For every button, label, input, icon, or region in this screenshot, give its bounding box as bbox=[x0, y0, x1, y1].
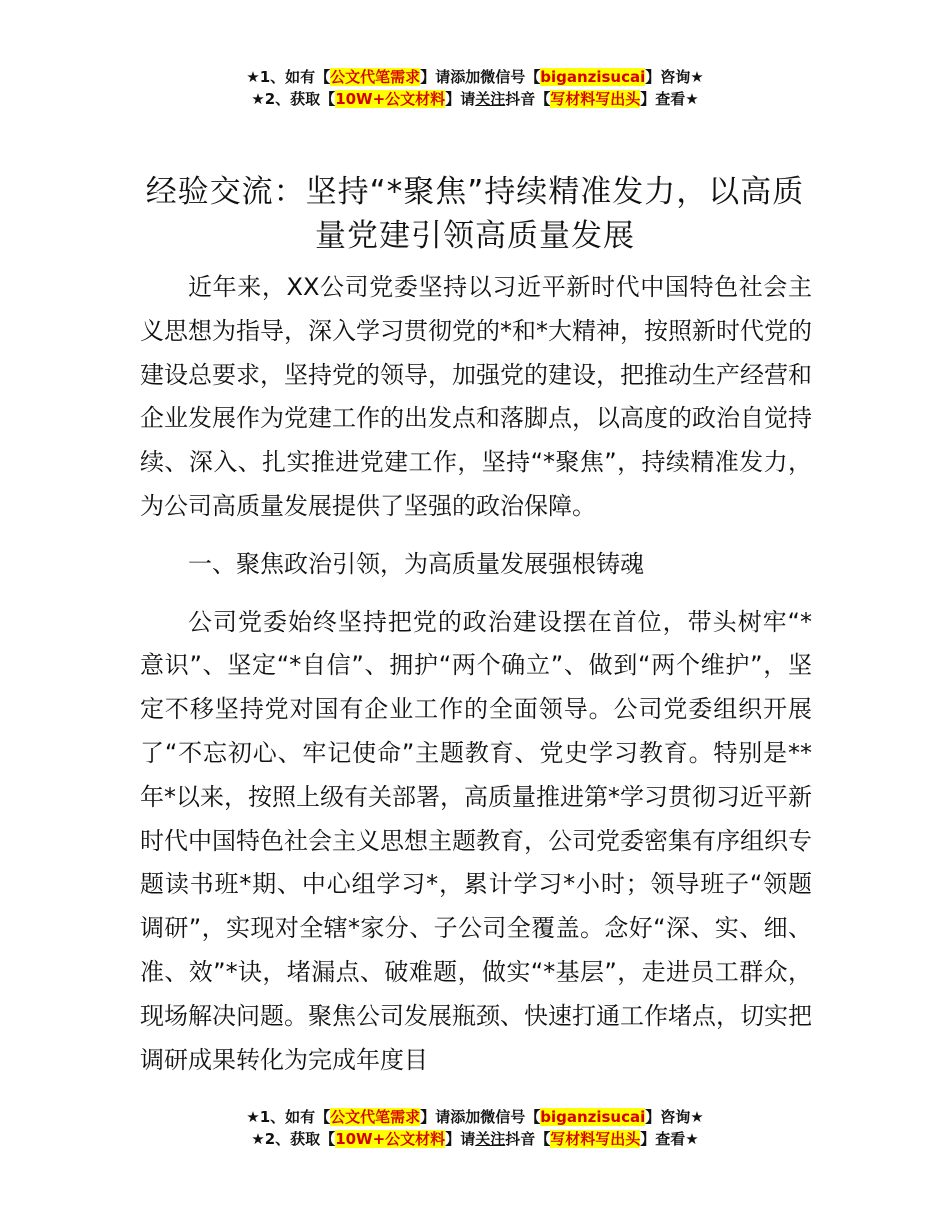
banner-text: 】请 bbox=[445, 90, 476, 108]
banner-text: 】请添加微信号【 bbox=[420, 68, 541, 86]
body-paragraph: 公司党委始终坚持把党的政治建设摆在首位，带头树牢“*意识”、坚定“*自信”、拥护“两个确立”、做到“两个维护”，坚定不移坚持党对国有企业工作的全面领导。公司党委组织开展了“不忘初心、牢记使命”主题教育、党史学习教育。特别是**年*以来，按照上级有关部署，高质量推进第*学习贯彻习近平新时代中国特色社会主义思想主题教育，公司党委密集有序组织专题读书班*期、中心组学习*，累计学习*小时；领导班子“领题调研”，实现对全辖*家分、子公司全覆盖。念好“深、实、细、准、效”*诀，堵漏点、破难题，做实“*基层”，走进员工群众，现场解决问题。聚焦公司发展瓶颈、快速打通工作堵点，切实把调研成果转化为完成年度目 bbox=[140, 607, 812, 1074]
banner-text: ★2、获取【 bbox=[251, 1130, 336, 1148]
document-body bbox=[140, 266, 812, 1082]
banner-text: 抖音【 bbox=[505, 1130, 551, 1148]
banner-text: ★1、如有【 bbox=[246, 68, 331, 86]
banner-text: ★1、如有【 bbox=[246, 1108, 331, 1126]
footer-banner bbox=[0, 1106, 950, 1150]
body-paragraph: 近年来，XX公司党委坚持以习近平新时代中国特色社会主义思想为指导，深入学习贯彻党的*和*大精神，按照新时代党的建设总要求，坚持党的领导，加强党的建设，把推动生产经营和企业发展作为党建工作的出发点和落脚点，以高度的政治自觉持续、深入、扎实推进党建工作，坚持“*聚焦”，持续精准发力，为公司高质量发展提供了坚强的政治保障。 bbox=[140, 273, 812, 520]
highlight-douyin: 写材料写出头 bbox=[550, 1130, 641, 1148]
document-title: 经验交流：坚持“*聚焦”持续精准发力，以高质量党建引领高质量发展 bbox=[145, 174, 805, 254]
banner-line-2 bbox=[0, 88, 950, 110]
banner-text: ★2、获取【 bbox=[251, 90, 336, 108]
section-heading: 一、聚焦政治引领，为高质量发展强根铸魂 bbox=[188, 549, 644, 578]
banner-line-2 bbox=[0, 1128, 950, 1150]
highlight-materials: 10W+公文材料 bbox=[335, 90, 446, 108]
banner-text: 抖音【 bbox=[505, 90, 551, 108]
underlined-follow: 关注 bbox=[475, 90, 506, 108]
highlight-materials: 10W+公文材料 bbox=[335, 1130, 446, 1148]
highlight-douyin: 写材料写出头 bbox=[550, 90, 641, 108]
highlight-wechat-id: biganzisucai bbox=[540, 68, 646, 86]
banner-line-1 bbox=[0, 1106, 950, 1128]
header-banner bbox=[0, 66, 950, 110]
highlight-ghostwriting: 公文代笔需求 bbox=[330, 68, 421, 86]
banner-text: 】查看★ bbox=[640, 90, 699, 108]
banner-text: 】咨询★ bbox=[645, 1108, 704, 1126]
banner-text: 】咨询★ bbox=[645, 68, 704, 86]
banner-text: 】查看★ bbox=[640, 1130, 699, 1148]
highlight-wechat-id: biganzisucai bbox=[540, 1108, 646, 1126]
banner-text: 】请添加微信号【 bbox=[420, 1108, 541, 1126]
banner-text: 】请 bbox=[445, 1130, 476, 1148]
banner-line-1 bbox=[0, 66, 950, 88]
highlight-ghostwriting: 公文代笔需求 bbox=[330, 1108, 421, 1126]
underlined-follow: 关注 bbox=[475, 1130, 506, 1148]
